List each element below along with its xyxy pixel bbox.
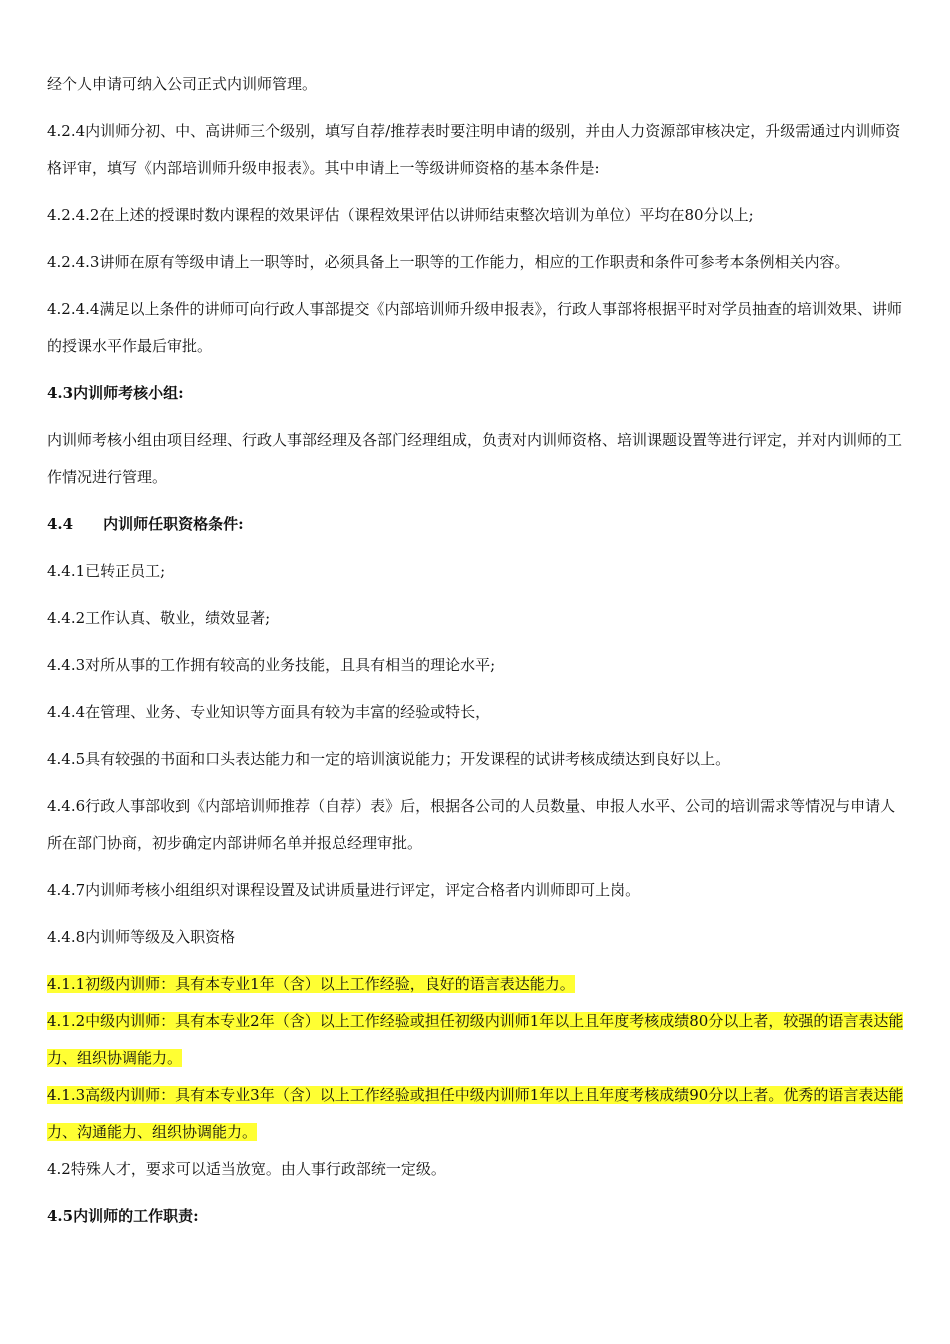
- level-junior: [47, 966, 907, 1003]
- heading-4-4-text: 内训师任职资格条件:: [103, 515, 244, 533]
- highlight-junior: 4.1.1初级内训师：具有本专业1年（含）以上工作经验，良好的语言表达能力。: [47, 975, 575, 993]
- item-4-4-4: 4.4.4在管理、业务、专业知识等方面具有较为丰富的经验或特长，: [47, 703, 491, 721]
- document-page: [47, 66, 907, 1245]
- paragraph-4-2-4-2: 4.2.4.2在上述的授课时数内课程的效果评估（课程效果评估以讲师结束整次培训为单位）平均在80分以上;: [47, 206, 754, 224]
- paragraph-intro: 经个人申请可纳入公司正式内训师管理。: [47, 75, 318, 93]
- item-4-4-6: 4.4.6行政人事部收到《内部培训师推荐（自荐）表》后，根据各公司的人员数量、申报人水平、公司的培训需求等情况与申请人所在部门协商，初步确定内部讲师名单并报总经理审批。: [47, 797, 896, 852]
- highlight-middle: 4.1.2中级内训师：具有本专业2年（含）以上工作经验或担任初级内训师1年以上且年度考核成绩80分以上者，较强的语言表达能力、组织协调能力。: [47, 1012, 904, 1067]
- paragraph-special-talent: 4.2特殊人才，要求可以适当放宽。由人事行政部统一定级。: [47, 1160, 446, 1178]
- heading-4-4-number: 4.4: [47, 515, 74, 533]
- item-4-4-7: 4.4.7内训师考核小组组织对课程设置及试讲质量进行评定，评定合格者内训师即可上岗。: [47, 881, 641, 899]
- paragraph-4-2-4-3: 4.2.4.3讲师在原有等级申请上一职等时，必须具备上一职等的工作能力，相应的工作职责和条件可参考本条例相关内容。: [47, 253, 850, 271]
- paragraph-review-group: 内训师考核小组由项目经理、行政人事部经理及各部门经理组成，负责对内训师资格、培训课题设置等进行评定，并对内训师的工作情况进行管理。: [47, 431, 903, 486]
- item-4-4-1: 4.4.1已转正员工;: [47, 562, 166, 580]
- item-4-4-5: 4.4.5具有较强的书面和口头表达能力和一定的培训演说能力；开发课程的试讲考核成绩达到良好以上。: [47, 750, 731, 768]
- paragraph-4-2-4: 4.2.4内训师分初、中、高讲师三个级别，填写自荐/推荐表时要注明申请的级别，并由人力资源部审核决定，升级需通过内训师资格评审，填写《内部培训师升级申报表》。其中申请上一等级讲师资格的基本条件是:: [47, 122, 901, 177]
- item-4-4-8: 4.4.8内训师等级及入职资格: [47, 928, 236, 946]
- heading-4-4: [47, 506, 907, 543]
- level-middle: [47, 1003, 907, 1077]
- level-senior: [47, 1077, 907, 1151]
- highlighted-levels: [47, 966, 907, 1151]
- item-4-4-3: 4.4.3对所从事的工作拥有较高的业务技能，且具有相当的理论水平;: [47, 656, 496, 674]
- heading-4-3: 4.3内训师考核小组:: [47, 384, 184, 402]
- heading-4-5: 4.5内训师的工作职责:: [47, 1207, 199, 1225]
- paragraph-4-2-4-4: 4.2.4.4满足以上条件的讲师可向行政人事部提交《内部培训师升级申报表》，行政人事部将根据平时对学员抽查的培训效果、讲师的授课水平作最后审批。: [47, 300, 902, 355]
- highlight-senior: 4.1.3高级内训师：具有本专业3年（含）以上工作经验或担任中级内训师1年以上且年度考核成绩90分以上者。优秀的语言表达能力、沟通能力、组织协调能力。: [47, 1086, 904, 1141]
- item-4-4-2: 4.4.2工作认真、敬业，绩效显著;: [47, 609, 271, 627]
